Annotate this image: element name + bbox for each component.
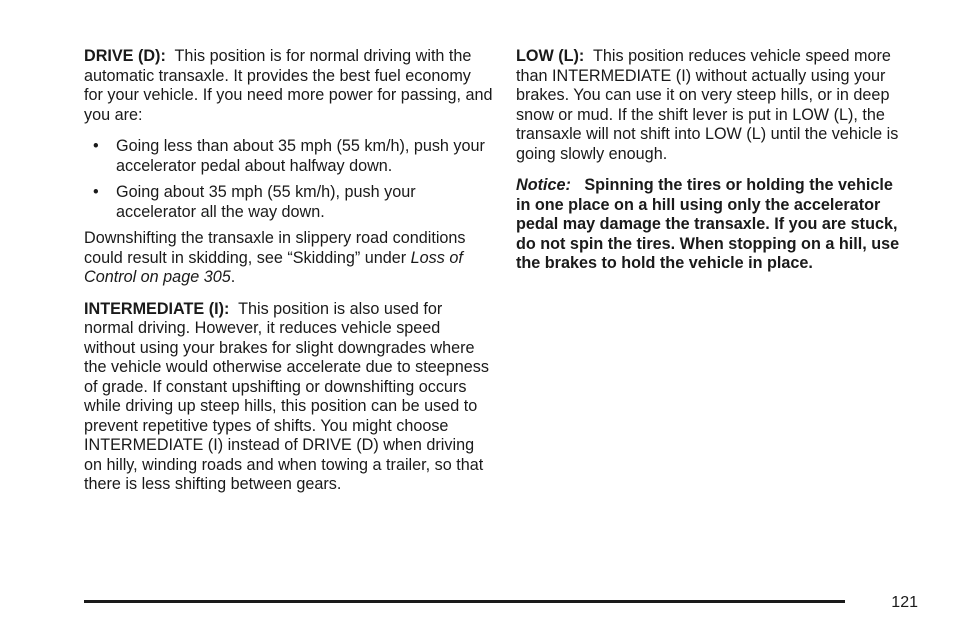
page-number: 121 [891,594,918,611]
footer-rule [84,600,845,603]
low-text: This position reduces vehicle speed more than INTERMEDIATE (I) without actually using your brakes. You can use it on very steep hills, or in deep snow or mud. If the shift lever is put in LOW (L), the transaxle will not shift into LOW (L) until the vehicle is going slowly enough. [516,47,899,163]
bullet-icon: • [93,137,99,155]
notice-paragraph [516,176,911,274]
left-column [84,47,494,507]
right-column [516,47,911,286]
notice-text: Spinning the tires or holding the vehicle in one place on a hill using only the accelerator pedal may damage the transaxle. If you are stuck, do not spin the tires. When stopping on a hill, use the brakes to hold the vehicle in place. [516,176,900,272]
drive-bullet-list [84,137,494,222]
downshift-paragraph [84,229,494,288]
drive-text: This position is for normal driving with the automatic transaxle. It provides the best fuel economy for your vehicle. If you need more power for passing, and you are: [84,47,493,124]
list-item [84,137,494,176]
drive-label: DRIVE (D): [84,47,166,65]
drive-paragraph [84,47,494,125]
intermediate-label: INTERMEDIATE (I): [84,299,230,318]
downshift-period: . [230,268,236,286]
intermediate-text: This position is also used for normal driving. However, it reduces vehicle speed without using your brakes for slight downgrades where the vehicle would otherwise accelerate due to steepness of grade. If constant upshifting or downshifting occurs while driving up steep hills, this position can be used to prevent repetitive types of shifts. You might choose INTERMEDIATE (I) instead of DRIVE (D) when driving on hilly, winding roads and when towing a trailer, so that there is less shifting between gears. [84,299,489,493]
bullet-text: Going about 35 mph (55 km/h), push your accelerator all the way down. [116,183,416,221]
low-label: LOW (L): [516,47,585,65]
low-paragraph [516,47,911,164]
loss-of-control-reference: Loss of Control on page 305 [84,248,463,286]
downshift-text: Downshifting the transaxle in slippery road conditions could result in skidding, see “Skidding” under [84,229,466,267]
intermediate-paragraph [84,300,494,495]
list-item [84,183,494,222]
bullet-icon: • [93,183,99,201]
bullet-text: Going less than about 35 mph (55 km/h), push your accelerator pedal about halfway down. [116,137,485,175]
notice-label: Notice: [516,176,571,194]
